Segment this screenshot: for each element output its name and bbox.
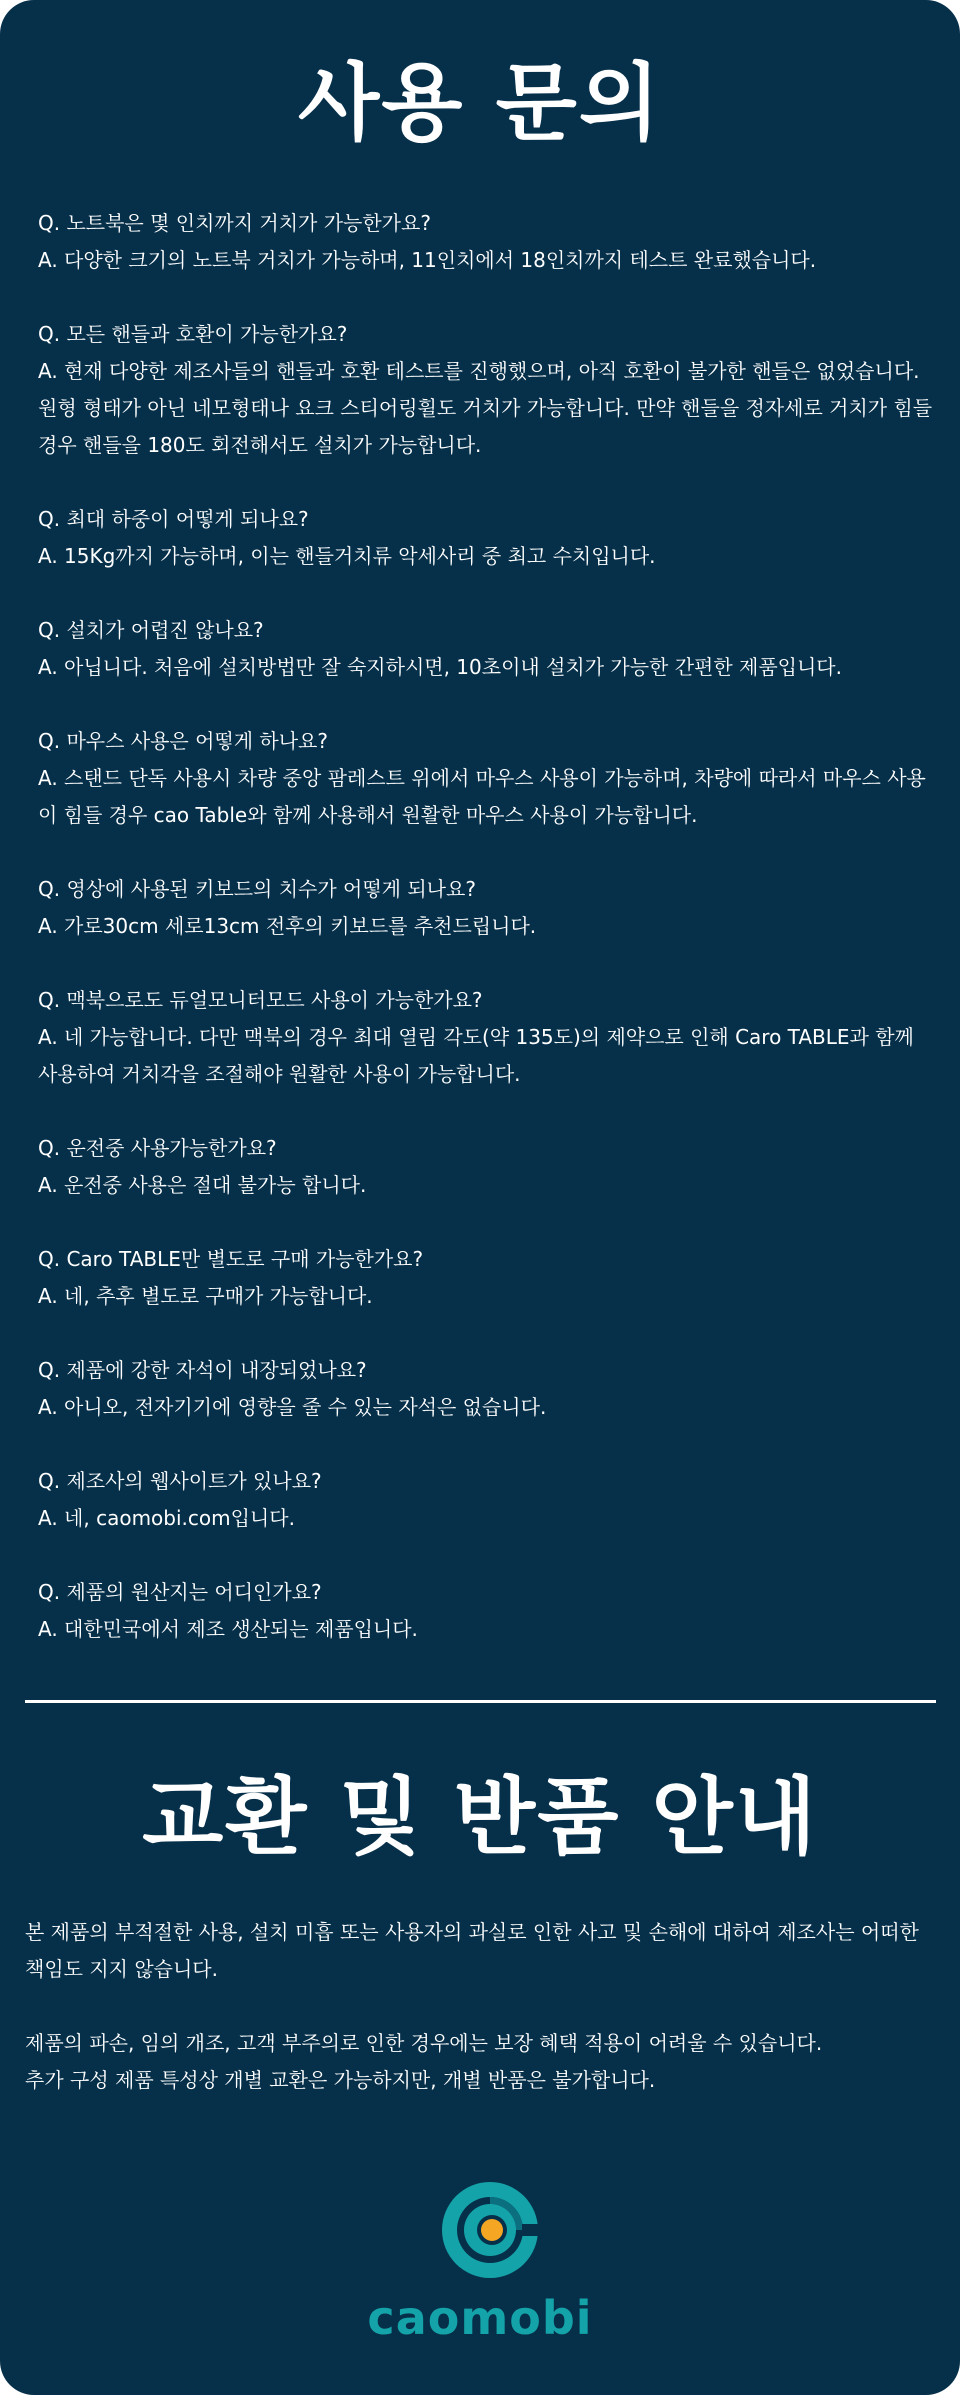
- brand-logo-text: caomobi: [367, 2291, 593, 2345]
- returns-paragraph: [25, 2025, 940, 2099]
- returns-title: 교환 및 반품 안내: [142, 1768, 818, 1866]
- faq-question: Q. 모든 핸들과 호환이 가능한가요?: [38, 322, 348, 346]
- faq-question: Q. 운전중 사용가능한가요?: [38, 1136, 277, 1160]
- faq-item: [38, 982, 938, 1093]
- returns-paragraph-line: 제품의 파손, 임의 개조, 고객 부주의로 인한 경우에는 보장 혜택 적용이 어려울 수 있습니다.: [25, 2031, 823, 2055]
- faq-item: [38, 1463, 938, 1537]
- faq-item: [38, 205, 938, 279]
- returns-paragraph-line: 추가 구성 제품 특성상 개별 교환은 가능하지만, 개별 반품은 불가합니다.: [25, 2068, 656, 2092]
- faq-list: [38, 205, 938, 1685]
- faq-item: [38, 1574, 938, 1648]
- faq-answer: A. 스탠드 단독 사용시 차량 중앙 팜레스트 위에서 마우스 사용이 가능하며, 차량에 따라서 마우스 사용이 힘들 경우 cao Table와 함께 사용해서 원활한 마우스 사용이 가능합니다.: [38, 766, 926, 827]
- faq-question: Q. 제조사의 웹사이트가 있나요?: [38, 1469, 322, 1493]
- faq-item: [38, 1130, 938, 1204]
- faq-item: [38, 723, 938, 834]
- faq-item: [38, 1241, 938, 1315]
- returns-paragraph: 본 제품의 부적절한 사용, 설치 미흡 또는 사용자의 과실로 인한 사고 및 손해에 대하여 제조사는 어떠한 책임도 지지 않습니다.: [25, 1920, 919, 1981]
- faq-question: Q. 설치가 어렵진 않나요?: [38, 618, 264, 642]
- faq-item: [38, 1352, 938, 1426]
- faq-answer: A. 아닙니다. 처음에 설치방법만 잘 숙지하시면, 10초이내 설치가 가능한 간편한 제품입니다.: [38, 655, 842, 679]
- caomobi-logo-icon: [440, 2180, 540, 2280]
- faq-question: Q. 노트북은 몇 인치까지 거치가 가능한가요?: [38, 211, 431, 235]
- faq-answer: A. 대한민국에서 제조 생산되는 제품입니다.: [38, 1617, 418, 1641]
- faq-answer: A. 네 가능합니다. 다만 맥북의 경우 최대 열림 각도(약 135도)의 제약으로 인해 Caro TABLE과 함께 사용하여 거치각을 조절해야 원활한 사용이 가능합니다.: [38, 1025, 914, 1086]
- returns-notice: [25, 1914, 940, 2136]
- faq-question: Q. 마우스 사용은 어떻게 하나요?: [38, 729, 328, 753]
- faq-answer: A. 운전중 사용은 절대 불가능 합니다.: [38, 1173, 367, 1197]
- faq-question: Q. 영상에 사용된 키보드의 치수가 어떻게 되나요?: [38, 877, 476, 901]
- faq-answer: A. 가로30cm 세로13cm 전후의 키보드를 추천드립니다.: [38, 914, 537, 938]
- faq-answer: A. 다양한 크기의 노트북 거치가 가능하며, 11인치에서 18인치까지 테스트 완료했습니다.: [38, 248, 817, 272]
- faq-answer: A. 네, 추후 별도로 구매가 가능합니다.: [38, 1284, 373, 1308]
- section-divider: [25, 1700, 936, 1703]
- faq-question: Q. 맥북으로도 듀얼모니터모드 사용이 가능한가요?: [38, 988, 483, 1012]
- faq-item: [38, 612, 938, 686]
- faq-answer: A. 네, caomobi.com입니다.: [38, 1506, 295, 1530]
- faq-answer: A. 현재 다양한 제조사들의 핸들과 호환 테스트를 진행했으며, 아직 호환이 불가한 핸들은 없었습니다. 원형 형태가 아닌 네모형태나 요크 스티어링휠도 거치가 가능합니다. 만약 핸들을 정자세로 거치가 힘들 경우 핸들을 180도 회전해서도 설치가 가능합니다.: [38, 359, 933, 457]
- faq-question: Q. 최대 하중이 어떻게 되나요?: [38, 507, 309, 531]
- faq-item: [38, 871, 938, 945]
- faq-question: Q. 제품에 강한 자석이 내장되었나요?: [38, 1358, 367, 1382]
- faq-question: Q. 제품의 원산지는 어디인가요?: [38, 1580, 322, 1604]
- faq-answer: A. 15Kg까지 가능하며, 이는 핸들거치류 악세사리 중 최고 수치입니다.: [38, 544, 656, 568]
- faq-item: [38, 316, 938, 464]
- faq-question: Q. Caro TABLE만 별도로 구매 가능한가요?: [38, 1247, 424, 1271]
- faq-answer: A. 아니오, 전자기기에 영향을 줄 수 있는 자석은 없습니다.: [38, 1395, 547, 1419]
- faq-title: 사용 문의: [298, 54, 662, 152]
- faq-item: [38, 501, 938, 575]
